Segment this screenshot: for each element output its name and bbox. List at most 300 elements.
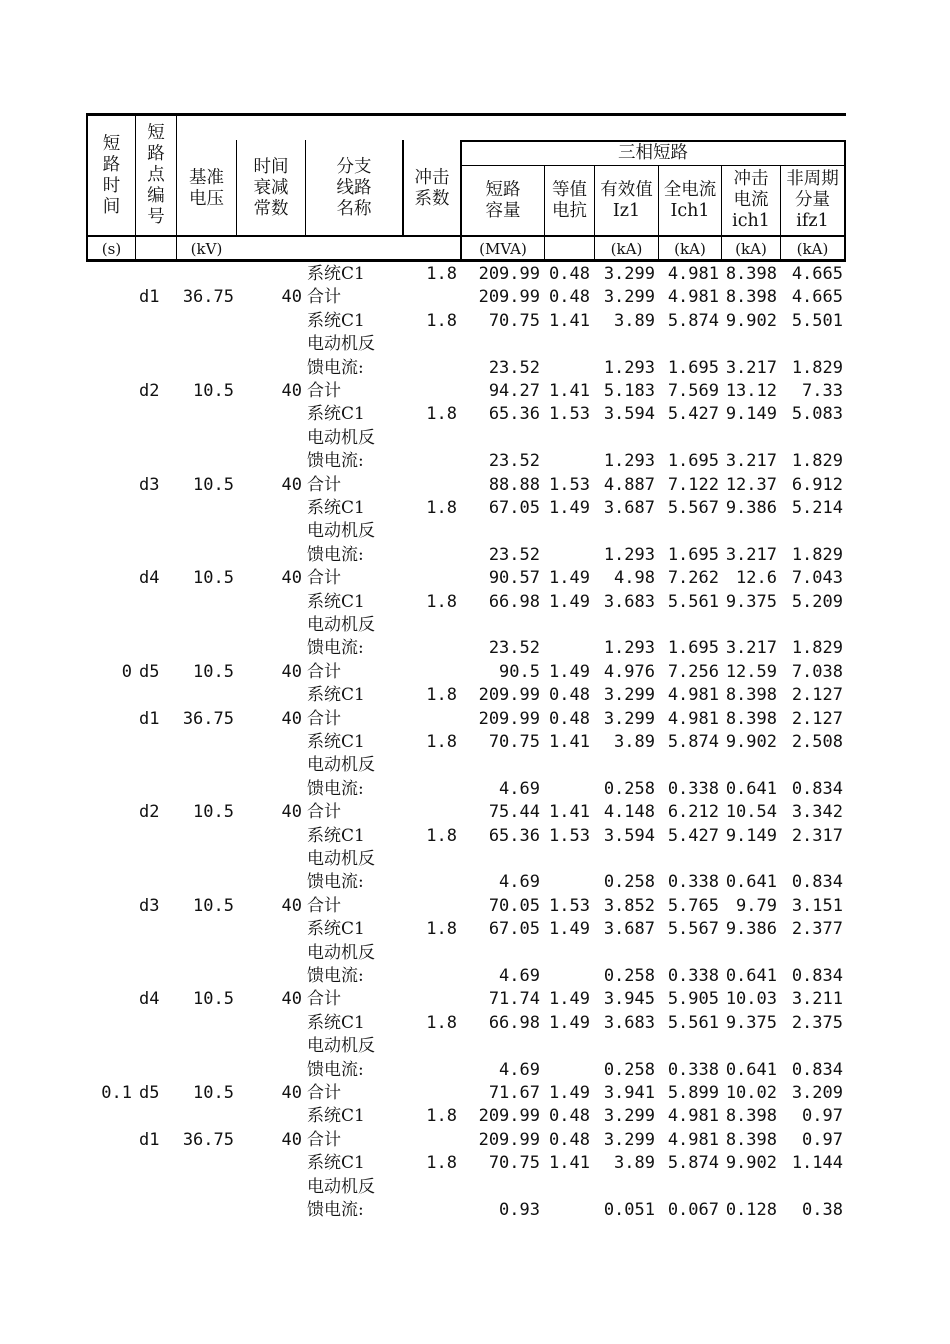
cell-ich: 0.338 bbox=[667, 966, 719, 986]
cell-name: 系统C1 bbox=[307, 919, 365, 940]
cell-x: 1.53 bbox=[549, 895, 590, 916]
cell-ifz: 7.043 bbox=[791, 568, 843, 589]
cell-name: 合计 bbox=[307, 1083, 341, 1103]
cell-ipk: 9.386 bbox=[725, 498, 777, 518]
header-three-phase: 三相短路 bbox=[618, 143, 688, 163]
cell-iz: 3.299 bbox=[603, 287, 655, 308]
cell-point: d1 bbox=[139, 1129, 160, 1150]
cell-ifz: 1.829 bbox=[791, 357, 843, 378]
cell-ipk: 3.217 bbox=[725, 451, 777, 472]
header-branch: 分支 线路 名称 bbox=[336, 157, 372, 219]
cell-ich: 5.567 bbox=[667, 498, 719, 518]
cell-name: 合计 bbox=[307, 989, 341, 1010]
cell-name: 电动机反 bbox=[307, 942, 375, 963]
cell-ipk: 8.398 bbox=[725, 1106, 777, 1127]
cell-ifz: 2.127 bbox=[791, 685, 843, 706]
cell-ifz: 5.214 bbox=[791, 498, 843, 518]
cell-voltage: 10.5 bbox=[193, 989, 234, 1010]
cell-ipk: 8.398 bbox=[725, 708, 777, 729]
cell-s: 88.88 bbox=[488, 474, 540, 495]
cell-ipk: 9.149 bbox=[725, 825, 777, 846]
cell-s: 4.69 bbox=[499, 872, 540, 893]
cell-iz: 3.299 bbox=[603, 1129, 655, 1150]
cell-ifz: 4.665 bbox=[791, 287, 843, 308]
cell-k: 1.8 bbox=[426, 1012, 457, 1033]
cell-name: 合计 bbox=[307, 661, 341, 682]
cell-ifz: 2.317 bbox=[791, 825, 843, 846]
cell-s: 23.52 bbox=[488, 544, 540, 565]
cell-ich: 5.765 bbox=[667, 895, 719, 916]
table-row bbox=[86, 731, 846, 754]
cell-name: 系统C1 bbox=[307, 591, 365, 612]
table-row bbox=[86, 942, 846, 965]
cell-s: 209.99 bbox=[478, 287, 540, 308]
cell-iz: 3.299 bbox=[603, 264, 655, 284]
table-row bbox=[86, 1035, 846, 1058]
cell-k: 1.8 bbox=[426, 919, 457, 940]
cell-iz: 4.976 bbox=[603, 661, 655, 682]
header-decay: 时间 衰减 常数 bbox=[253, 157, 289, 219]
cell-ipk: 10.02 bbox=[725, 1083, 777, 1103]
table-row bbox=[86, 825, 846, 848]
cell-iz: 0.258 bbox=[603, 778, 655, 799]
cell-ich: 4.981 bbox=[667, 1129, 719, 1150]
header-peak: 冲击 电流 ich1 bbox=[732, 169, 770, 231]
cell-time: 0 bbox=[121, 661, 132, 682]
cell-ich: 7.569 bbox=[667, 381, 719, 401]
cell-s: 65.36 bbox=[488, 825, 540, 846]
cell-point: d1 bbox=[139, 287, 160, 308]
cell-iz: 3.683 bbox=[603, 1012, 655, 1033]
cell-ipk: 0.641 bbox=[725, 966, 777, 986]
cell-s: 4.69 bbox=[499, 778, 540, 799]
cell-ifz: 0.834 bbox=[791, 1059, 843, 1080]
cell-name: 电动机反 bbox=[307, 1176, 375, 1197]
cell-k: 1.8 bbox=[426, 825, 457, 846]
cell-name: 电动机反 bbox=[307, 849, 375, 869]
cell-k: 1.8 bbox=[426, 1106, 457, 1127]
cell-x: 1.53 bbox=[549, 474, 590, 495]
table-row bbox=[86, 544, 846, 567]
cell-k: 1.8 bbox=[426, 685, 457, 706]
cell-ich: 1.695 bbox=[667, 638, 719, 659]
cell-decay: 40 bbox=[281, 474, 302, 495]
header-full: 全电流 Ich1 bbox=[663, 179, 717, 221]
cell-iz: 3.89 bbox=[614, 1153, 655, 1174]
cell-x: 1.41 bbox=[549, 310, 590, 331]
cell-point: d2 bbox=[139, 802, 160, 823]
table-header bbox=[86, 113, 846, 261]
cell-voltage: 10.5 bbox=[193, 474, 234, 495]
cell-k: 1.8 bbox=[426, 591, 457, 612]
table-row bbox=[86, 591, 846, 614]
cell-name: 系统C1 bbox=[307, 1012, 365, 1033]
cell-name: 系统C1 bbox=[307, 1106, 365, 1127]
cell-s: 75.44 bbox=[488, 802, 540, 823]
cell-ifz: 2.375 bbox=[791, 1012, 843, 1033]
table-row bbox=[86, 1152, 846, 1175]
short-circuit-table bbox=[86, 113, 846, 1220]
cell-iz: 5.183 bbox=[603, 381, 655, 401]
cell-s: 67.05 bbox=[488, 919, 540, 940]
cell-name: 馈电流: bbox=[307, 1059, 364, 1080]
cell-name: 合计 bbox=[307, 568, 341, 589]
cell-ifz: 5.501 bbox=[791, 310, 843, 331]
cell-ifz: 1.829 bbox=[791, 638, 843, 659]
table-row bbox=[86, 450, 846, 473]
cell-name: 合计 bbox=[307, 1129, 341, 1150]
cell-name: 系统C1 bbox=[307, 732, 365, 752]
cell-k: 1.8 bbox=[426, 310, 457, 331]
cell-ifz: 0.834 bbox=[791, 778, 843, 799]
cell-s: 23.52 bbox=[488, 451, 540, 472]
cell-ipk: 9.902 bbox=[725, 1153, 777, 1174]
table-row bbox=[86, 778, 846, 801]
table-row bbox=[86, 1012, 846, 1035]
cell-ich: 6.212 bbox=[667, 802, 719, 823]
cell-s: 23.52 bbox=[488, 638, 540, 659]
cell-voltage: 10.5 bbox=[193, 381, 234, 401]
cell-point: d3 bbox=[139, 474, 160, 495]
table-row bbox=[86, 1129, 846, 1152]
cell-ipk: 9.375 bbox=[725, 591, 777, 612]
cell-ifz: 3.151 bbox=[791, 895, 843, 916]
cell-x: 0.48 bbox=[549, 1106, 590, 1127]
cell-iz: 1.293 bbox=[603, 451, 655, 472]
cell-iz: 3.941 bbox=[603, 1083, 655, 1103]
cell-ipk: 9.375 bbox=[725, 1012, 777, 1033]
cell-s: 70.05 bbox=[488, 895, 540, 916]
table-row bbox=[86, 895, 846, 918]
cell-s: 209.99 bbox=[478, 1129, 540, 1150]
cell-ifz: 6.912 bbox=[791, 474, 843, 495]
cell-s: 71.74 bbox=[488, 989, 540, 1010]
cell-ipk: 9.149 bbox=[725, 404, 777, 425]
cell-point: d3 bbox=[139, 895, 160, 916]
cell-ipk: 12.6 bbox=[736, 568, 777, 589]
header-capacity: 短路 容量 bbox=[485, 179, 521, 221]
cell-x: 0.48 bbox=[549, 264, 590, 284]
cell-s: 66.98 bbox=[488, 591, 540, 612]
cell-s: 4.69 bbox=[499, 966, 540, 986]
header-voltage: 基准 电压 bbox=[189, 167, 224, 209]
cell-s: 90.5 bbox=[499, 661, 540, 682]
cell-x: 1.53 bbox=[549, 825, 590, 846]
cell-name: 馈电流: bbox=[307, 1200, 364, 1220]
cell-decay: 40 bbox=[281, 568, 302, 589]
cell-ipk: 0.641 bbox=[725, 1059, 777, 1080]
unit-capacity: (MVA) bbox=[479, 240, 527, 258]
cell-iz: 3.852 bbox=[603, 895, 655, 916]
cell-point: d1 bbox=[139, 708, 160, 729]
table-row bbox=[86, 474, 846, 497]
cell-name: 合计 bbox=[307, 895, 341, 916]
table-row bbox=[86, 708, 846, 731]
table-row bbox=[86, 684, 846, 707]
cell-x: 1.41 bbox=[549, 802, 590, 823]
cell-ifz: 0.834 bbox=[791, 966, 843, 986]
cell-voltage: 36.75 bbox=[182, 708, 234, 729]
cell-ipk: 3.217 bbox=[725, 357, 777, 378]
cell-name: 系统C1 bbox=[307, 825, 365, 846]
cell-s: 0.93 bbox=[499, 1200, 540, 1220]
cell-x: 0.48 bbox=[549, 287, 590, 308]
cell-name: 馈电流: bbox=[307, 544, 364, 565]
cell-s: 71.67 bbox=[488, 1083, 540, 1103]
table-row bbox=[86, 1199, 846, 1222]
cell-s: 65.36 bbox=[488, 404, 540, 425]
cell-decay: 40 bbox=[281, 1129, 302, 1150]
cell-x: 0.48 bbox=[549, 685, 590, 706]
cell-s: 4.69 bbox=[499, 1059, 540, 1080]
cell-ich: 5.561 bbox=[667, 591, 719, 612]
cell-ipk: 8.398 bbox=[725, 685, 777, 706]
cell-name: 电动机反 bbox=[307, 521, 375, 542]
unit-full: (kA) bbox=[674, 240, 706, 258]
cell-ich: 0.338 bbox=[667, 872, 719, 893]
cell-ich: 0.067 bbox=[667, 1200, 719, 1220]
table-row bbox=[86, 427, 846, 450]
cell-x: 1.41 bbox=[549, 1153, 590, 1174]
cell-name: 系统C1 bbox=[307, 404, 365, 425]
cell-x: 0.48 bbox=[549, 1129, 590, 1150]
table-row bbox=[86, 1176, 846, 1199]
cell-point: d2 bbox=[139, 381, 160, 401]
cell-ich: 1.695 bbox=[667, 357, 719, 378]
cell-x: 1.49 bbox=[549, 661, 590, 682]
cell-name: 合计 bbox=[307, 474, 341, 495]
cell-ipk: 9.902 bbox=[725, 732, 777, 752]
cell-ich: 4.981 bbox=[667, 1106, 719, 1127]
cell-ipk: 0.641 bbox=[725, 778, 777, 799]
cell-iz: 3.299 bbox=[603, 1106, 655, 1127]
cell-iz: 3.687 bbox=[603, 919, 655, 940]
cell-point: d4 bbox=[139, 989, 160, 1010]
cell-ifz: 5.083 bbox=[791, 404, 843, 425]
table-row bbox=[86, 661, 846, 684]
cell-x: 1.41 bbox=[549, 732, 590, 752]
cell-voltage: 10.5 bbox=[193, 1083, 234, 1103]
cell-iz: 3.683 bbox=[603, 591, 655, 612]
cell-iz: 3.89 bbox=[614, 732, 655, 752]
unit-aperiodic: (kA) bbox=[796, 240, 829, 258]
cell-s: 70.75 bbox=[488, 732, 540, 752]
cell-x: 1.49 bbox=[549, 989, 590, 1010]
cell-ipk: 9.79 bbox=[736, 895, 777, 916]
cell-ipk: 8.398 bbox=[725, 264, 777, 284]
cell-name: 电动机反 bbox=[307, 755, 375, 776]
cell-ifz: 0.38 bbox=[802, 1200, 843, 1220]
cell-name: 系统C1 bbox=[307, 498, 365, 518]
cell-point: d5 bbox=[139, 661, 160, 682]
cell-ifz: 0.97 bbox=[802, 1129, 843, 1150]
cell-iz: 1.293 bbox=[603, 544, 655, 565]
cell-name: 系统C1 bbox=[307, 264, 365, 284]
cell-iz: 0.258 bbox=[603, 872, 655, 893]
cell-name: 系统C1 bbox=[307, 685, 365, 706]
header-time: 短 路 时 间 bbox=[102, 133, 121, 217]
cell-iz: 4.148 bbox=[603, 802, 655, 823]
cell-voltage: 36.75 bbox=[182, 1129, 234, 1150]
cell-iz: 4.887 bbox=[603, 474, 655, 495]
cell-x: 1.41 bbox=[549, 381, 590, 401]
cell-name: 馈电流: bbox=[307, 638, 364, 659]
cell-x: 1.53 bbox=[549, 404, 590, 425]
cell-decay: 40 bbox=[281, 708, 302, 729]
cell-ich: 4.981 bbox=[667, 287, 719, 308]
cell-decay: 40 bbox=[281, 895, 302, 916]
table-row bbox=[86, 1059, 846, 1082]
header-impulse: 冲击 系数 bbox=[414, 167, 450, 209]
cell-ich: 4.981 bbox=[667, 708, 719, 729]
cell-s: 90.57 bbox=[488, 568, 540, 589]
cell-ipk: 13.12 bbox=[725, 381, 777, 401]
cell-ipk: 10.03 bbox=[725, 989, 777, 1010]
cell-iz: 4.98 bbox=[614, 568, 655, 589]
cell-ich: 7.262 bbox=[667, 568, 719, 589]
cell-name: 电动机反 bbox=[307, 1036, 375, 1057]
cell-ich: 0.338 bbox=[667, 778, 719, 799]
cell-ifz: 7.33 bbox=[802, 381, 843, 401]
cell-k: 1.8 bbox=[426, 732, 457, 752]
table-row bbox=[86, 567, 846, 590]
cell-decay: 40 bbox=[281, 287, 302, 308]
cell-ipk: 9.902 bbox=[725, 310, 777, 331]
cell-point: d4 bbox=[139, 568, 160, 589]
cell-ipk: 8.398 bbox=[725, 287, 777, 308]
cell-iz: 3.594 bbox=[603, 825, 655, 846]
table-row bbox=[86, 333, 846, 356]
table-row bbox=[86, 637, 846, 660]
cell-ifz: 0.834 bbox=[791, 872, 843, 893]
cell-s: 209.99 bbox=[478, 708, 540, 729]
cell-ifz: 4.665 bbox=[791, 264, 843, 284]
cell-voltage: 10.5 bbox=[193, 802, 234, 823]
unit-peak: (kA) bbox=[735, 240, 767, 258]
cell-ifz: 1.829 bbox=[791, 451, 843, 472]
unit-voltage: (kV) bbox=[190, 240, 223, 258]
cell-name: 合计 bbox=[307, 287, 341, 308]
header-aperiodic: 非周期 分量 ifz1 bbox=[786, 169, 839, 231]
cell-name: 电动机反 bbox=[307, 615, 375, 635]
cell-name: 馈电流: bbox=[307, 872, 364, 893]
cell-ich: 4.981 bbox=[667, 685, 719, 706]
cell-s: 67.05 bbox=[488, 498, 540, 518]
header-reactance: 等值 电抗 bbox=[552, 179, 587, 221]
cell-ich: 5.567 bbox=[667, 919, 719, 940]
cell-s: 70.75 bbox=[488, 310, 540, 331]
cell-name: 合计 bbox=[307, 381, 341, 401]
cell-ipk: 9.386 bbox=[725, 919, 777, 940]
cell-decay: 40 bbox=[281, 1083, 302, 1103]
table-row bbox=[86, 754, 846, 777]
cell-s: 66.98 bbox=[488, 1012, 540, 1033]
cell-ipk: 12.59 bbox=[725, 661, 777, 682]
cell-k: 1.8 bbox=[426, 404, 457, 425]
cell-ich: 5.905 bbox=[667, 989, 719, 1010]
cell-decay: 40 bbox=[281, 989, 302, 1010]
cell-iz: 0.051 bbox=[603, 1200, 655, 1220]
cell-decay: 40 bbox=[281, 381, 302, 401]
cell-name: 馈电流: bbox=[307, 778, 364, 799]
table-row bbox=[86, 614, 846, 637]
cell-ich: 5.561 bbox=[667, 1012, 719, 1033]
cell-ipk: 8.398 bbox=[725, 1129, 777, 1150]
cell-k: 1.8 bbox=[426, 264, 457, 284]
cell-x: 1.49 bbox=[549, 919, 590, 940]
cell-ipk: 3.217 bbox=[725, 638, 777, 659]
cell-ich: 0.338 bbox=[667, 1059, 719, 1080]
table-row bbox=[86, 871, 846, 894]
cell-name: 馈电流: bbox=[307, 357, 364, 378]
table-row bbox=[86, 403, 846, 426]
table-row bbox=[86, 988, 846, 1011]
cell-s: 94.27 bbox=[488, 381, 540, 401]
cell-ich: 7.256 bbox=[667, 661, 719, 682]
cell-iz: 3.89 bbox=[614, 310, 655, 331]
cell-iz: 3.299 bbox=[603, 685, 655, 706]
cell-ich: 5.874 bbox=[667, 310, 719, 331]
cell-ifz: 5.209 bbox=[791, 591, 843, 612]
cell-ipk: 0.128 bbox=[725, 1200, 777, 1220]
table-row bbox=[86, 520, 846, 543]
cell-ich: 5.874 bbox=[667, 732, 719, 752]
cell-s: 209.99 bbox=[478, 685, 540, 706]
cell-name: 电动机反 bbox=[307, 334, 375, 355]
cell-x: 1.49 bbox=[549, 1083, 590, 1103]
cell-point: d5 bbox=[139, 1083, 160, 1103]
cell-ifz: 3.211 bbox=[791, 989, 843, 1010]
table-row bbox=[86, 497, 846, 520]
table-row bbox=[86, 801, 846, 824]
cell-iz: 0.258 bbox=[603, 1059, 655, 1080]
cell-iz: 0.258 bbox=[603, 966, 655, 986]
cell-s: 209.99 bbox=[478, 264, 540, 284]
table-row bbox=[86, 263, 846, 286]
cell-name: 系统C1 bbox=[307, 310, 365, 331]
unit-time: (s) bbox=[101, 240, 122, 258]
cell-ifz: 1.829 bbox=[791, 544, 843, 565]
cell-name: 馈电流: bbox=[307, 966, 364, 986]
table-row bbox=[86, 918, 846, 941]
cell-name: 合计 bbox=[307, 802, 341, 823]
cell-x: 1.49 bbox=[549, 1012, 590, 1033]
header-point: 短 路 点 编 号 bbox=[147, 123, 165, 227]
cell-ipk: 10.54 bbox=[725, 802, 777, 823]
cell-iz: 1.293 bbox=[603, 638, 655, 659]
cell-ifz: 7.038 bbox=[791, 661, 843, 682]
cell-ipk: 0.641 bbox=[725, 872, 777, 893]
cell-ich: 7.122 bbox=[667, 474, 719, 495]
cell-x: 1.49 bbox=[549, 568, 590, 589]
cell-voltage: 10.5 bbox=[193, 895, 234, 916]
table-row bbox=[86, 1082, 846, 1105]
cell-s: 209.99 bbox=[478, 1106, 540, 1127]
table-row bbox=[86, 1105, 846, 1128]
table-row bbox=[86, 286, 846, 309]
table-row bbox=[86, 848, 846, 871]
table-row bbox=[86, 965, 846, 988]
table-row bbox=[86, 310, 846, 333]
cell-ifz: 2.377 bbox=[791, 919, 843, 940]
cell-iz: 3.945 bbox=[603, 989, 655, 1010]
cell-ich: 1.695 bbox=[667, 544, 719, 565]
cell-time: 0.1 bbox=[101, 1083, 132, 1103]
cell-voltage: 36.75 bbox=[182, 287, 234, 308]
cell-name: 馈电流: bbox=[307, 451, 364, 472]
cell-ifz: 2.508 bbox=[791, 732, 843, 752]
cell-x: 1.49 bbox=[549, 498, 590, 518]
